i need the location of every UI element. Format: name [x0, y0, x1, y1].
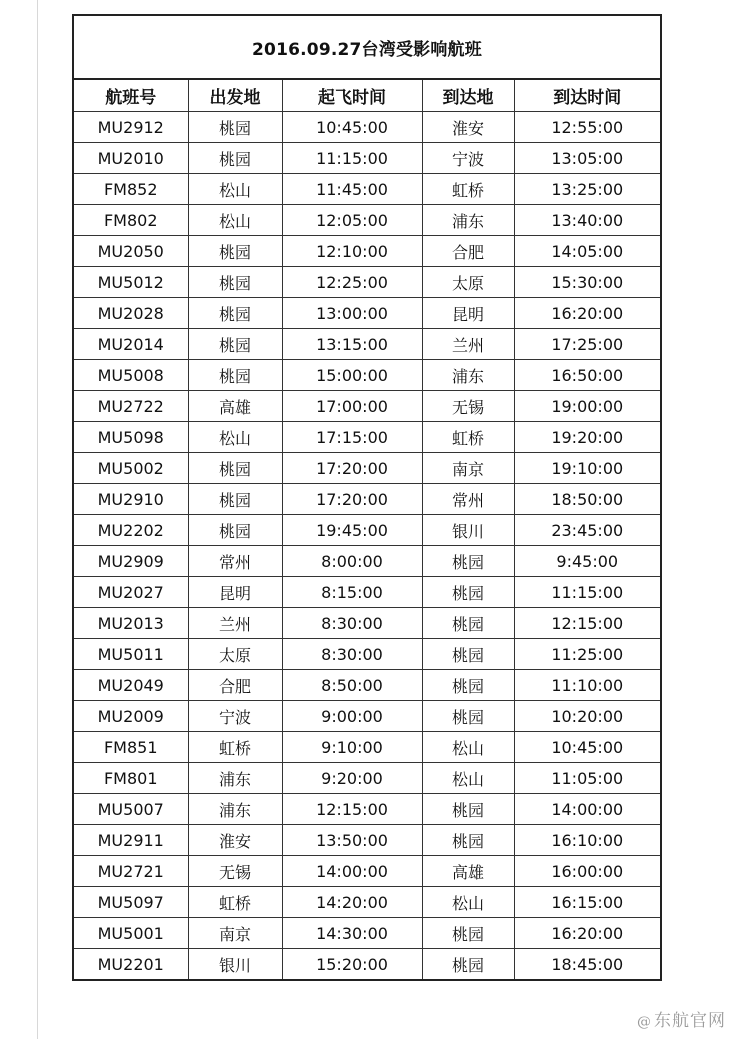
origin-cell: 南京 — [188, 918, 282, 949]
destination-cell: 兰州 — [422, 329, 514, 360]
table-row — [74, 546, 660, 577]
table-row — [74, 329, 660, 360]
destination-cell: 宁波 — [422, 143, 514, 174]
departure-time-cell: 12:10:00 — [282, 236, 422, 267]
arrival-time-cell: 16:00:00 — [514, 856, 660, 887]
destination-cell: 松山 — [422, 887, 514, 918]
destination-cell: 桃园 — [422, 949, 514, 980]
departure-time-cell: 17:20:00 — [282, 453, 422, 484]
destination-cell: 南京 — [422, 453, 514, 484]
departure-time-cell: 12:15:00 — [282, 794, 422, 825]
origin-cell: 浦东 — [188, 794, 282, 825]
table-row — [74, 236, 660, 267]
flight-number-cell: MU5012 — [74, 267, 188, 298]
departure-time-cell: 13:00:00 — [282, 298, 422, 329]
destination-cell: 常州 — [422, 484, 514, 515]
flight-number-cell: MU2010 — [74, 143, 188, 174]
origin-cell: 松山 — [188, 205, 282, 236]
flight-number-cell: FM851 — [74, 732, 188, 763]
flight-number-cell: MU2722 — [74, 391, 188, 422]
departure-time-cell: 8:15:00 — [282, 577, 422, 608]
departure-time-cell: 14:20:00 — [282, 887, 422, 918]
destination-cell: 银川 — [422, 515, 514, 546]
flight-number-cell: FM852 — [74, 174, 188, 205]
arrival-time-cell: 10:45:00 — [514, 732, 660, 763]
departure-time-cell: 11:15:00 — [282, 143, 422, 174]
departure-time-cell: 19:45:00 — [282, 515, 422, 546]
destination-cell: 合肥 — [422, 236, 514, 267]
origin-cell: 桃园 — [188, 298, 282, 329]
table-row — [74, 391, 660, 422]
arrival-time-cell: 9:45:00 — [514, 546, 660, 577]
arrival-time-cell: 11:15:00 — [514, 577, 660, 608]
table-row — [74, 174, 660, 205]
page-left-rule — [37, 0, 38, 1039]
departure-time-cell: 9:20:00 — [282, 763, 422, 794]
flight-number-cell: MU2009 — [74, 701, 188, 732]
origin-cell: 桃园 — [188, 143, 282, 174]
flight-number-cell: MU2049 — [74, 670, 188, 701]
flight-number-cell: MU2013 — [74, 608, 188, 639]
header-origin: 出发地 — [188, 80, 282, 112]
destination-cell: 虹桥 — [422, 174, 514, 205]
departure-time-cell: 13:15:00 — [282, 329, 422, 360]
arrival-time-cell: 16:50:00 — [514, 360, 660, 391]
destination-cell: 桃园 — [422, 546, 514, 577]
destination-cell: 桃园 — [422, 670, 514, 701]
origin-cell: 桃园 — [188, 236, 282, 267]
table-row — [74, 453, 660, 484]
flight-number-cell: MU2201 — [74, 949, 188, 980]
origin-cell: 松山 — [188, 422, 282, 453]
origin-cell: 松山 — [188, 174, 282, 205]
table-row — [74, 639, 660, 670]
departure-time-cell: 12:25:00 — [282, 267, 422, 298]
arrival-time-cell: 16:15:00 — [514, 887, 660, 918]
arrival-time-cell: 23:45:00 — [514, 515, 660, 546]
destination-cell: 昆明 — [422, 298, 514, 329]
table-row — [74, 608, 660, 639]
origin-cell: 高雄 — [188, 391, 282, 422]
flight-table-sheet — [72, 14, 662, 981]
origin-cell: 合肥 — [188, 670, 282, 701]
destination-cell: 桃园 — [422, 918, 514, 949]
flight-number-cell: MU2912 — [74, 112, 188, 143]
arrival-time-cell: 16:20:00 — [514, 298, 660, 329]
origin-cell: 桃园 — [188, 360, 282, 391]
arrival-time-cell: 14:00:00 — [514, 794, 660, 825]
flight-number-cell: MU2911 — [74, 825, 188, 856]
origin-cell: 银川 — [188, 949, 282, 980]
flight-rows — [74, 112, 660, 980]
destination-cell: 无锡 — [422, 391, 514, 422]
departure-time-cell: 8:00:00 — [282, 546, 422, 577]
arrival-time-cell: 13:25:00 — [514, 174, 660, 205]
arrival-time-cell: 17:25:00 — [514, 329, 660, 360]
arrival-time-cell: 15:30:00 — [514, 267, 660, 298]
departure-time-cell: 12:05:00 — [282, 205, 422, 236]
departure-time-cell: 17:20:00 — [282, 484, 422, 515]
arrival-time-cell: 13:40:00 — [514, 205, 660, 236]
flight-number-cell: MU2909 — [74, 546, 188, 577]
header-row — [74, 80, 660, 112]
table-row — [74, 112, 660, 143]
table-row — [74, 763, 660, 794]
destination-cell: 桃园 — [422, 701, 514, 732]
arrival-time-cell: 11:10:00 — [514, 670, 660, 701]
departure-time-cell: 11:45:00 — [282, 174, 422, 205]
flight-number-cell: MU5011 — [74, 639, 188, 670]
destination-cell: 桃园 — [422, 639, 514, 670]
arrival-time-cell: 16:10:00 — [514, 825, 660, 856]
arrival-time-cell: 19:00:00 — [514, 391, 660, 422]
departure-time-cell: 17:15:00 — [282, 422, 422, 453]
destination-cell: 高雄 — [422, 856, 514, 887]
flight-number-cell: MU5007 — [74, 794, 188, 825]
destination-cell: 桃园 — [422, 825, 514, 856]
table-title: 2016.09.27台湾受影响航班 — [74, 16, 660, 80]
table-row — [74, 360, 660, 391]
flight-number-cell: MU2014 — [74, 329, 188, 360]
destination-cell: 浦东 — [422, 205, 514, 236]
table-row — [74, 298, 660, 329]
arrival-time-cell: 13:05:00 — [514, 143, 660, 174]
destination-cell: 淮安 — [422, 112, 514, 143]
flight-number-cell: MU2721 — [74, 856, 188, 887]
origin-cell: 兰州 — [188, 608, 282, 639]
watermark-text: 东航官网 — [654, 1011, 726, 1031]
watermark — [637, 1006, 726, 1031]
flight-number-cell: MU5002 — [74, 453, 188, 484]
flight-number-cell: MU2910 — [74, 484, 188, 515]
flight-number-cell: MU2202 — [74, 515, 188, 546]
destination-cell: 虹桥 — [422, 422, 514, 453]
flight-number-cell: MU5008 — [74, 360, 188, 391]
departure-time-cell: 8:50:00 — [282, 670, 422, 701]
flight-number-cell: MU5098 — [74, 422, 188, 453]
arrival-time-cell: 19:10:00 — [514, 453, 660, 484]
departure-time-cell: 15:00:00 — [282, 360, 422, 391]
flight-number-cell: MU2050 — [74, 236, 188, 267]
table-row — [74, 949, 660, 980]
table-row — [74, 422, 660, 453]
table-row — [74, 205, 660, 236]
arrival-time-cell: 19:20:00 — [514, 422, 660, 453]
header-destination: 到达地 — [422, 80, 514, 112]
destination-cell: 桃园 — [422, 794, 514, 825]
arrival-time-cell: 11:25:00 — [514, 639, 660, 670]
table-row — [74, 484, 660, 515]
destination-cell: 桃园 — [422, 577, 514, 608]
departure-time-cell: 17:00:00 — [282, 391, 422, 422]
flight-number-cell: MU2027 — [74, 577, 188, 608]
departure-time-cell: 8:30:00 — [282, 608, 422, 639]
departure-time-cell: 8:30:00 — [282, 639, 422, 670]
departure-time-cell: 14:30:00 — [282, 918, 422, 949]
table-row — [74, 577, 660, 608]
destination-cell: 浦东 — [422, 360, 514, 391]
table-row — [74, 825, 660, 856]
flight-number-cell: MU5001 — [74, 918, 188, 949]
arrival-time-cell: 18:50:00 — [514, 484, 660, 515]
origin-cell: 常州 — [188, 546, 282, 577]
table-row — [74, 887, 660, 918]
arrival-time-cell: 12:15:00 — [514, 608, 660, 639]
origin-cell: 昆明 — [188, 577, 282, 608]
origin-cell: 太原 — [188, 639, 282, 670]
origin-cell: 桃园 — [188, 453, 282, 484]
header-arrival-time: 到达时间 — [514, 80, 660, 112]
flight-number-cell: MU5097 — [74, 887, 188, 918]
destination-cell: 松山 — [422, 763, 514, 794]
table-row — [74, 515, 660, 546]
origin-cell: 宁波 — [188, 701, 282, 732]
departure-time-cell: 10:45:00 — [282, 112, 422, 143]
table-row — [74, 918, 660, 949]
arrival-time-cell: 12:55:00 — [514, 112, 660, 143]
flight-number-cell: MU2028 — [74, 298, 188, 329]
origin-cell: 桃园 — [188, 484, 282, 515]
table-row — [74, 670, 660, 701]
departure-time-cell: 15:20:00 — [282, 949, 422, 980]
table-row — [74, 794, 660, 825]
destination-cell: 太原 — [422, 267, 514, 298]
arrival-time-cell: 16:20:00 — [514, 918, 660, 949]
table-row — [74, 267, 660, 298]
origin-cell: 桃园 — [188, 267, 282, 298]
departure-time-cell: 9:10:00 — [282, 732, 422, 763]
table-row — [74, 143, 660, 174]
origin-cell: 淮安 — [188, 825, 282, 856]
arrival-time-cell: 10:20:00 — [514, 701, 660, 732]
origin-cell: 虹桥 — [188, 732, 282, 763]
table-row — [74, 701, 660, 732]
destination-cell: 桃园 — [422, 608, 514, 639]
table-row — [74, 856, 660, 887]
header-flight-number: 航班号 — [74, 80, 188, 112]
table-row — [74, 732, 660, 763]
destination-cell: 松山 — [422, 732, 514, 763]
departure-time-cell: 14:00:00 — [282, 856, 422, 887]
origin-cell: 桃园 — [188, 112, 282, 143]
departure-time-cell: 9:00:00 — [282, 701, 422, 732]
origin-cell: 浦东 — [188, 763, 282, 794]
arrival-time-cell: 18:45:00 — [514, 949, 660, 980]
watermark-symbol: @ — [637, 1014, 652, 1030]
flight-number-cell: FM801 — [74, 763, 188, 794]
origin-cell: 无锡 — [188, 856, 282, 887]
arrival-time-cell: 11:05:00 — [514, 763, 660, 794]
departure-time-cell: 13:50:00 — [282, 825, 422, 856]
header-departure-time: 起飞时间 — [282, 80, 422, 112]
arrival-time-cell: 14:05:00 — [514, 236, 660, 267]
origin-cell: 桃园 — [188, 515, 282, 546]
affected-flights-table — [74, 80, 660, 979]
flight-number-cell: FM802 — [74, 205, 188, 236]
origin-cell: 虹桥 — [188, 887, 282, 918]
origin-cell: 桃园 — [188, 329, 282, 360]
